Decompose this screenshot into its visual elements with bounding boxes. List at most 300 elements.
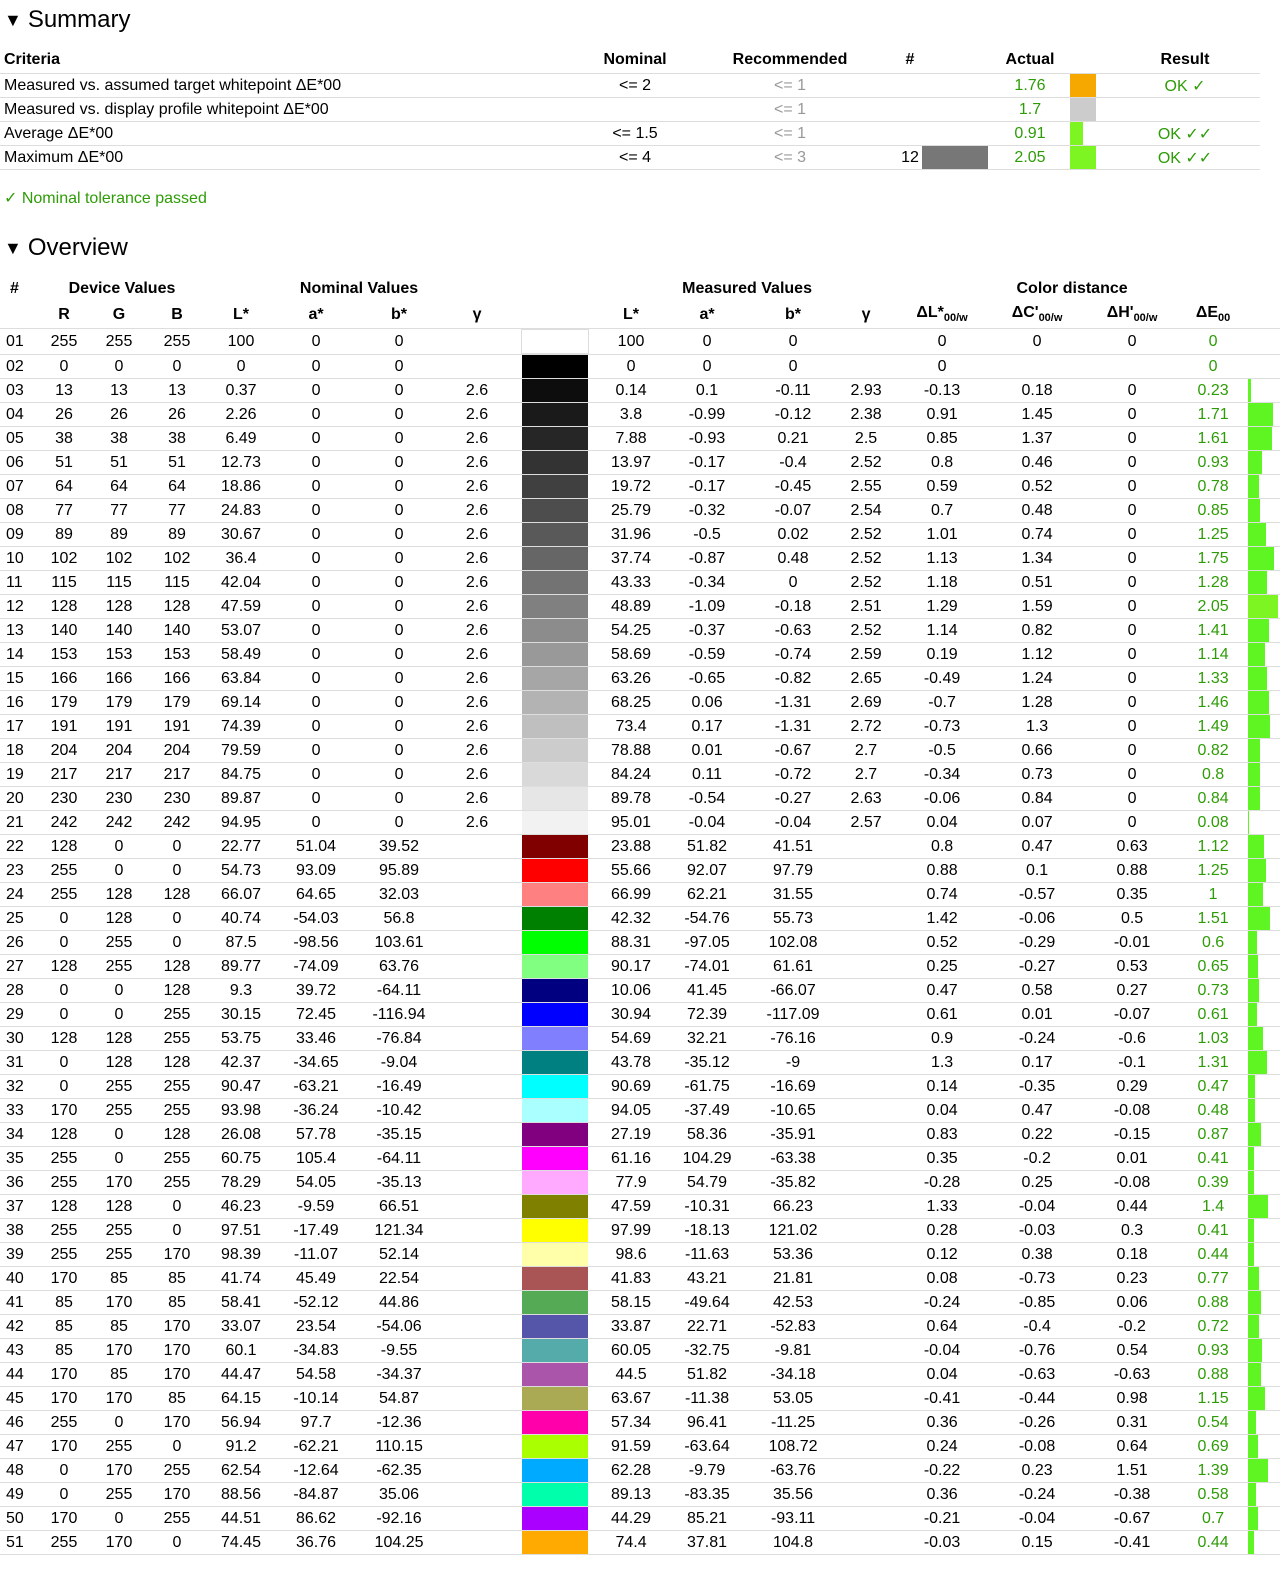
measured-b-cell: 102.08 — [750, 931, 836, 955]
max-delta-patch — [922, 146, 988, 169]
nominal-gamma-cell: 2.6 — [442, 451, 512, 475]
measured-gamma-cell — [836, 1363, 896, 1387]
measured-gamma-cell — [836, 1171, 896, 1195]
delta-e-cell: 0.72 — [1178, 1315, 1248, 1339]
measured-b-cell: -0.18 — [750, 595, 836, 619]
actual-swatch — [1070, 146, 1096, 169]
nominal-l-cell: 94.95 — [206, 811, 276, 835]
recommended-header: Recommended — [710, 47, 870, 74]
color-swatch — [522, 1075, 588, 1098]
device-r-cell: 128 — [38, 1195, 90, 1219]
overview-row — [0, 523, 1280, 547]
device-b-cell: 255 — [148, 1147, 206, 1171]
delta-c-cell: 0.01 — [988, 1003, 1086, 1027]
nominal-gamma-cell: 2.6 — [442, 571, 512, 595]
color-swatch — [522, 1315, 588, 1338]
device-b-cell: 85 — [148, 1267, 206, 1291]
delta-h-cell: 0 — [1086, 787, 1178, 811]
delta-l-cell: 0.47 — [896, 979, 988, 1003]
color-swatch — [522, 451, 588, 474]
overview-row — [0, 931, 1280, 955]
overview-row — [0, 667, 1280, 691]
delta-e-cell: 0 — [1178, 329, 1248, 355]
device-g-cell: 170 — [90, 1531, 148, 1555]
measured-b-cell: -9.81 — [750, 1339, 836, 1363]
delta-h-cell: 0.63 — [1086, 835, 1178, 859]
nominal-l-cell: 18.86 — [206, 475, 276, 499]
delta-e-bar-cell — [1248, 859, 1280, 883]
actual-cell: 1.7 — [990, 98, 1070, 122]
delta-e-cell: 0.48 — [1178, 1099, 1248, 1123]
delta-e-cell: 0.41 — [1178, 1219, 1248, 1243]
delta-e-bar — [1248, 1411, 1256, 1434]
measured-l-cell: 54.69 — [598, 1027, 664, 1051]
color-swatch-cell — [512, 1099, 598, 1123]
overview-row — [0, 1243, 1280, 1267]
device-r-cell: 170 — [38, 1507, 90, 1531]
color-swatch — [522, 763, 588, 786]
measured-gamma-cell — [836, 1531, 896, 1555]
device-g-cell: 255 — [90, 1075, 148, 1099]
nominal-l-cell: 42.37 — [206, 1051, 276, 1075]
delta-c-cell: -0.27 — [988, 955, 1086, 979]
nominal-gamma-cell: 2.6 — [442, 787, 512, 811]
color-swatch-cell — [512, 955, 598, 979]
nominal-a-cell: -84.87 — [276, 1483, 356, 1507]
nominal-a-cell: 105.4 — [276, 1147, 356, 1171]
device-b-cell: 0 — [148, 859, 206, 883]
overview-row — [0, 1531, 1280, 1555]
delta-h-cell: 0.64 — [1086, 1435, 1178, 1459]
measured-a-cell: 62.21 — [664, 883, 750, 907]
delta-e-bar-cell — [1248, 1435, 1280, 1459]
measured-l-cell: 37.74 — [598, 547, 664, 571]
measured-l-cell: 63.67 — [598, 1387, 664, 1411]
delta-e-bar — [1248, 931, 1257, 954]
nominal-gamma-cell — [442, 1339, 512, 1363]
color-swatch-cell — [512, 403, 598, 427]
patch-number-cell: 51 — [0, 1531, 38, 1555]
patch-cell — [950, 146, 990, 170]
color-swatch — [522, 475, 588, 498]
measured-a-cell: -49.64 — [664, 1291, 750, 1315]
delta-l-cell: 0.04 — [896, 1099, 988, 1123]
nominal-l-cell: 9.3 — [206, 979, 276, 1003]
color-swatch — [522, 1267, 588, 1290]
delta-h-cell: 0 — [1086, 475, 1178, 499]
patch-number-cell: 04 — [0, 403, 38, 427]
patch-number-cell: 18 — [0, 739, 38, 763]
color-swatch-cell — [512, 1435, 598, 1459]
delta-l-cell: 0.24 — [896, 1435, 988, 1459]
delta-e-bar — [1248, 1099, 1255, 1122]
nominal-b-cell: 104.25 — [356, 1531, 442, 1555]
color-swatch-cell — [512, 523, 598, 547]
delta-e-bar-cell — [1248, 403, 1280, 427]
device-r-cell: 230 — [38, 787, 90, 811]
delta-e-bar — [1248, 427, 1272, 450]
device-b-cell: 179 — [148, 691, 206, 715]
delta-e-bar-cell — [1248, 523, 1280, 547]
nominal-gamma-cell — [442, 1003, 512, 1027]
delta-c-cell: 0.66 — [988, 739, 1086, 763]
delta-l-cell: -0.24 — [896, 1291, 988, 1315]
measured-l-cell: 88.31 — [598, 931, 664, 955]
summary-title: Summary — [27, 6, 131, 33]
delta-c-cell: 1.3 — [988, 715, 1086, 739]
nominal-gamma-cell — [442, 1435, 512, 1459]
nominal-a-cell: -34.65 — [276, 1051, 356, 1075]
device-g-cell: 0 — [90, 1507, 148, 1531]
delta-c-cell: 1.28 — [988, 691, 1086, 715]
measured-gamma-cell — [836, 1219, 896, 1243]
device-g-cell: 0 — [90, 1147, 148, 1171]
measured-l-cell: 25.79 — [598, 499, 664, 523]
device-r-cell: 85 — [38, 1291, 90, 1315]
color-swatch-cell — [512, 1411, 598, 1435]
delta-e-cell: 0.84 — [1178, 787, 1248, 811]
delta-e-cell: 1.12 — [1178, 835, 1248, 859]
measured-b-cell: -0.12 — [750, 403, 836, 427]
delta-e-bar — [1248, 1219, 1254, 1242]
device-r-cell: 0 — [38, 1483, 90, 1507]
delta-c-cell: 1.24 — [988, 667, 1086, 691]
color-swatch-cell — [512, 715, 598, 739]
delta-e-bar — [1248, 883, 1263, 906]
delta-h-cell: 0.23 — [1086, 1267, 1178, 1291]
nominal-gamma-cell: 2.6 — [442, 427, 512, 451]
overview-row — [0, 907, 1280, 931]
delta-c-cell: 0.23 — [988, 1459, 1086, 1483]
nominal-l-cell: 98.39 — [206, 1243, 276, 1267]
nominal-l-cell: 79.59 — [206, 739, 276, 763]
nominal-b-cell: -62.35 — [356, 1459, 442, 1483]
delta-l-cell: 0.14 — [896, 1075, 988, 1099]
device-b-cell: 89 — [148, 523, 206, 547]
delta-h-cell: 0 — [1086, 523, 1178, 547]
measured-gamma-cell: 2.52 — [836, 619, 896, 643]
delta-e-cell: 1.49 — [1178, 715, 1248, 739]
delta-l-cell: 0 — [896, 329, 988, 355]
patch-number-cell: 47 — [0, 1435, 38, 1459]
nominal-gamma-cell — [442, 907, 512, 931]
delta-e-bar-cell — [1248, 643, 1280, 667]
device-r-cell: 64 — [38, 475, 90, 499]
nominal-l-cell: 2.26 — [206, 403, 276, 427]
nominal-a-cell: -63.21 — [276, 1075, 356, 1099]
device-r-cell: 89 — [38, 523, 90, 547]
delta-h-cell: -0.2 — [1086, 1315, 1178, 1339]
delta-c-cell: -0.04 — [988, 1507, 1086, 1531]
delta-c-cell: -0.44 — [988, 1387, 1086, 1411]
measured-gamma-cell — [836, 883, 896, 907]
color-swatch — [522, 691, 588, 714]
device-g-cell: 255 — [90, 329, 148, 355]
patch-number-cell: 29 — [0, 1003, 38, 1027]
delta-e-cell: 0.6 — [1178, 931, 1248, 955]
nominal-b-cell: 0 — [356, 715, 442, 739]
nominal-l-cell: 60.75 — [206, 1147, 276, 1171]
measured-gamma-cell: 2.38 — [836, 403, 896, 427]
nominal-l-cell: 69.14 — [206, 691, 276, 715]
patch-number-cell: 16 — [0, 691, 38, 715]
delta-e-bar — [1248, 1435, 1258, 1458]
device-b-cell: 26 — [148, 403, 206, 427]
measured-b-cell: -93.11 — [750, 1507, 836, 1531]
color-swatch — [522, 1291, 588, 1314]
nominal-gamma-cell — [442, 329, 512, 355]
delta-c-cell: 1.37 — [988, 427, 1086, 451]
color-swatch — [522, 667, 588, 690]
measured-l-cell: 55.66 — [598, 859, 664, 883]
nominal-a-cell: 0 — [276, 329, 356, 355]
nominal-header: Nominal — [560, 47, 710, 74]
measured-a-header: a* — [664, 301, 750, 329]
nominal-b-cell: -76.84 — [356, 1027, 442, 1051]
nominal-b-cell: 0 — [356, 691, 442, 715]
device-r-cell: 102 — [38, 547, 90, 571]
delta-e-cell: 0.41 — [1178, 1147, 1248, 1171]
delta-e-cell: 0.88 — [1178, 1291, 1248, 1315]
measured-a-cell: -0.93 — [664, 427, 750, 451]
measured-b-cell: 0 — [750, 571, 836, 595]
result-cell: OK ✓ — [1110, 74, 1260, 98]
color-swatch-cell — [512, 1531, 598, 1555]
criteria-cell: Maximum ΔE*00 — [0, 146, 560, 170]
nominal-gamma-cell: 2.6 — [442, 691, 512, 715]
device-b-cell: 255 — [148, 1171, 206, 1195]
overview-row — [0, 1483, 1280, 1507]
delta-e-bar — [1248, 763, 1260, 786]
measured-b-cell: -0.67 — [750, 739, 836, 763]
nominal-gamma-cell — [442, 1051, 512, 1075]
measured-b-cell: -1.31 — [750, 715, 836, 739]
device-b-cell: 140 — [148, 619, 206, 643]
device-g-cell: 153 — [90, 643, 148, 667]
nominal-b-cell: 0 — [356, 475, 442, 499]
measured-l-cell: 94.05 — [598, 1099, 664, 1123]
delta-h-cell: 0 — [1086, 329, 1178, 355]
delta-h-cell: 0.44 — [1086, 1195, 1178, 1219]
delta-e-bar-cell — [1248, 907, 1280, 931]
device-b-cell: 38 — [148, 427, 206, 451]
nominal-l-cell: 74.39 — [206, 715, 276, 739]
nominal-b-cell: 110.15 — [356, 1435, 442, 1459]
delta-c-cell: 1.34 — [988, 547, 1086, 571]
delta-e-cell: 0.93 — [1178, 1339, 1248, 1363]
device-r-cell: 0 — [38, 1051, 90, 1075]
device-b-cell: 230 — [148, 787, 206, 811]
summary-table — [0, 47, 1260, 170]
nominal-gamma-cell — [442, 1363, 512, 1387]
device-r-cell: 255 — [38, 1243, 90, 1267]
nominal-gamma-cell — [442, 1531, 512, 1555]
measured-l-cell: 78.88 — [598, 739, 664, 763]
delta-h-cell: 0.29 — [1086, 1075, 1178, 1099]
patch-number-cell: 42 — [0, 1315, 38, 1339]
nominal-gamma-cell: 2.6 — [442, 523, 512, 547]
nominal-a-cell: 0 — [276, 427, 356, 451]
nominal-cell: <= 1.5 — [560, 122, 710, 146]
nominal-a-cell: -36.24 — [276, 1099, 356, 1123]
num-cell — [870, 74, 950, 98]
patch-number-cell: 36 — [0, 1171, 38, 1195]
device-g-cell: 26 — [90, 403, 148, 427]
delta-c-cell: -0.57 — [988, 883, 1086, 907]
nominal-gamma-cell: 2.6 — [442, 403, 512, 427]
device-g-cell: 255 — [90, 1219, 148, 1243]
delta-e-bar — [1248, 643, 1265, 666]
delta-e-bar-cell — [1248, 1123, 1280, 1147]
patch-number-cell: 45 — [0, 1387, 38, 1411]
measured-gamma-cell — [836, 1099, 896, 1123]
delta-h-cell: -0.15 — [1086, 1123, 1178, 1147]
delta-h-cell: 0.27 — [1086, 979, 1178, 1003]
device-b-cell: 128 — [148, 1123, 206, 1147]
measured-b-cell: 97.79 — [750, 859, 836, 883]
delta-l-cell: 0.04 — [896, 1363, 988, 1387]
color-swatch — [522, 715, 588, 738]
delta-e-bar — [1248, 619, 1269, 642]
device-g-cell: 77 — [90, 499, 148, 523]
color-swatch-cell — [512, 1387, 598, 1411]
measured-gamma-cell — [836, 1195, 896, 1219]
nominal-gamma-cell — [442, 883, 512, 907]
nominal-a-cell: -17.49 — [276, 1219, 356, 1243]
nominal-gamma-cell — [442, 1387, 512, 1411]
actual-swatch — [1070, 122, 1083, 145]
delta-c-cell: -0.26 — [988, 1411, 1086, 1435]
overview-row — [0, 979, 1280, 1003]
delta-l-cell: 0 — [896, 355, 988, 379]
delta-e-bar-cell — [1248, 355, 1280, 379]
delta-e-bar — [1248, 451, 1262, 474]
delta-c-cell: 0.22 — [988, 1123, 1086, 1147]
summary-row — [0, 74, 1260, 98]
measured-l-cell: 61.16 — [598, 1147, 664, 1171]
measured-gamma-cell: 2.52 — [836, 547, 896, 571]
nominal-l-cell: 53.07 — [206, 619, 276, 643]
measured-l-cell: 89.13 — [598, 1483, 664, 1507]
nominal-l-cell: 100 — [206, 329, 276, 355]
measured-b-cell: -66.07 — [750, 979, 836, 1003]
measured-gamma-cell — [836, 1291, 896, 1315]
patch-number-cell: 34 — [0, 1123, 38, 1147]
delta-c-cell: -0.76 — [988, 1339, 1086, 1363]
delta-e-bar-cell — [1248, 1531, 1280, 1555]
nominal-l-cell: 46.23 — [206, 1195, 276, 1219]
device-b-cell: 255 — [148, 1075, 206, 1099]
delta-l-cell: 1.01 — [896, 523, 988, 547]
nominal-gamma-cell — [442, 1291, 512, 1315]
nominal-gamma-cell — [442, 1075, 512, 1099]
delta-l-cell: -0.5 — [896, 739, 988, 763]
device-g-cell: 85 — [90, 1315, 148, 1339]
delta-e-bar-cell — [1248, 427, 1280, 451]
delta-e-bar-cell — [1248, 883, 1280, 907]
measured-b-cell: -117.09 — [750, 1003, 836, 1027]
patch-number-cell: 50 — [0, 1507, 38, 1531]
measured-b-cell: 0.48 — [750, 547, 836, 571]
r-header: R — [38, 301, 90, 329]
nominal-b-cell: -35.13 — [356, 1171, 442, 1195]
patch-number-cell: 49 — [0, 1483, 38, 1507]
patch-number-cell: 11 — [0, 571, 38, 595]
device-r-cell: 170 — [38, 1267, 90, 1291]
nominal-a-cell: -12.64 — [276, 1459, 356, 1483]
device-r-cell: 140 — [38, 619, 90, 643]
nominal-gamma-cell: 2.6 — [442, 499, 512, 523]
device-r-cell: 170 — [38, 1387, 90, 1411]
patch-number-cell: 39 — [0, 1243, 38, 1267]
nominal-gamma-cell: 2.6 — [442, 715, 512, 739]
delta-c-cell: 0.15 — [988, 1531, 1086, 1555]
delta-c-cell: 1.12 — [988, 643, 1086, 667]
nominal-l-cell: 0.37 — [206, 379, 276, 403]
device-r-cell: 255 — [38, 1219, 90, 1243]
delta-l-cell: 0.59 — [896, 475, 988, 499]
delta-e-bar — [1248, 1483, 1256, 1506]
measured-a-cell: -0.5 — [664, 523, 750, 547]
color-swatch-cell — [512, 1267, 598, 1291]
measured-a-cell: 58.36 — [664, 1123, 750, 1147]
delta-l-cell: 0.35 — [896, 1147, 988, 1171]
measured-l-cell: 60.05 — [598, 1339, 664, 1363]
measured-b-cell: 0.02 — [750, 523, 836, 547]
color-swatch — [522, 883, 588, 906]
nominal-gamma-cell: 2.6 — [442, 379, 512, 403]
measured-gamma-cell: 2.59 — [836, 643, 896, 667]
delta-h-cell: 0 — [1086, 451, 1178, 475]
nominal-b-cell: -35.15 — [356, 1123, 442, 1147]
delta-l-cell: 0.12 — [896, 1243, 988, 1267]
nominal-gamma-cell — [442, 835, 512, 859]
g-header: G — [90, 301, 148, 329]
delta-e-bar — [1248, 1531, 1254, 1554]
color-swatch-cell — [512, 739, 598, 763]
measured-gamma-cell — [836, 1123, 896, 1147]
measured-b-cell: -0.74 — [750, 643, 836, 667]
measured-gamma-header: γ — [836, 301, 896, 329]
delta-c-cell: 0.48 — [988, 499, 1086, 523]
measured-gamma-cell — [836, 907, 896, 931]
delta-h-cell: -0.01 — [1086, 931, 1178, 955]
delta-e-cell: 0.58 — [1178, 1483, 1248, 1507]
overview-row — [0, 1459, 1280, 1483]
overview-section-toggle[interactable] — [4, 234, 128, 262]
device-r-cell: 255 — [38, 1171, 90, 1195]
actual-swatch — [1070, 98, 1096, 121]
summary-section-toggle[interactable] — [4, 6, 131, 34]
color-swatch — [522, 1195, 588, 1218]
delta-h-cell: 0 — [1086, 499, 1178, 523]
delta-e-bar — [1248, 1315, 1259, 1338]
measured-a-cell: -0.59 — [664, 643, 750, 667]
device-g-cell: 0 — [90, 859, 148, 883]
delta-c-cell: -0.24 — [988, 1483, 1086, 1507]
measured-l-cell: 89.78 — [598, 787, 664, 811]
measured-gamma-cell — [836, 835, 896, 859]
criteria-header: Criteria — [0, 47, 560, 74]
patch-number-cell: 20 — [0, 787, 38, 811]
delta-l-cell: 0.8 — [896, 835, 988, 859]
delta-l-cell: -0.21 — [896, 1507, 988, 1531]
delta-e-bar-cell — [1248, 691, 1280, 715]
measured-gamma-cell — [836, 1507, 896, 1531]
color-swatch — [522, 1483, 588, 1506]
measured-a-cell: 51.82 — [664, 835, 750, 859]
nominal-cell — [560, 98, 710, 122]
